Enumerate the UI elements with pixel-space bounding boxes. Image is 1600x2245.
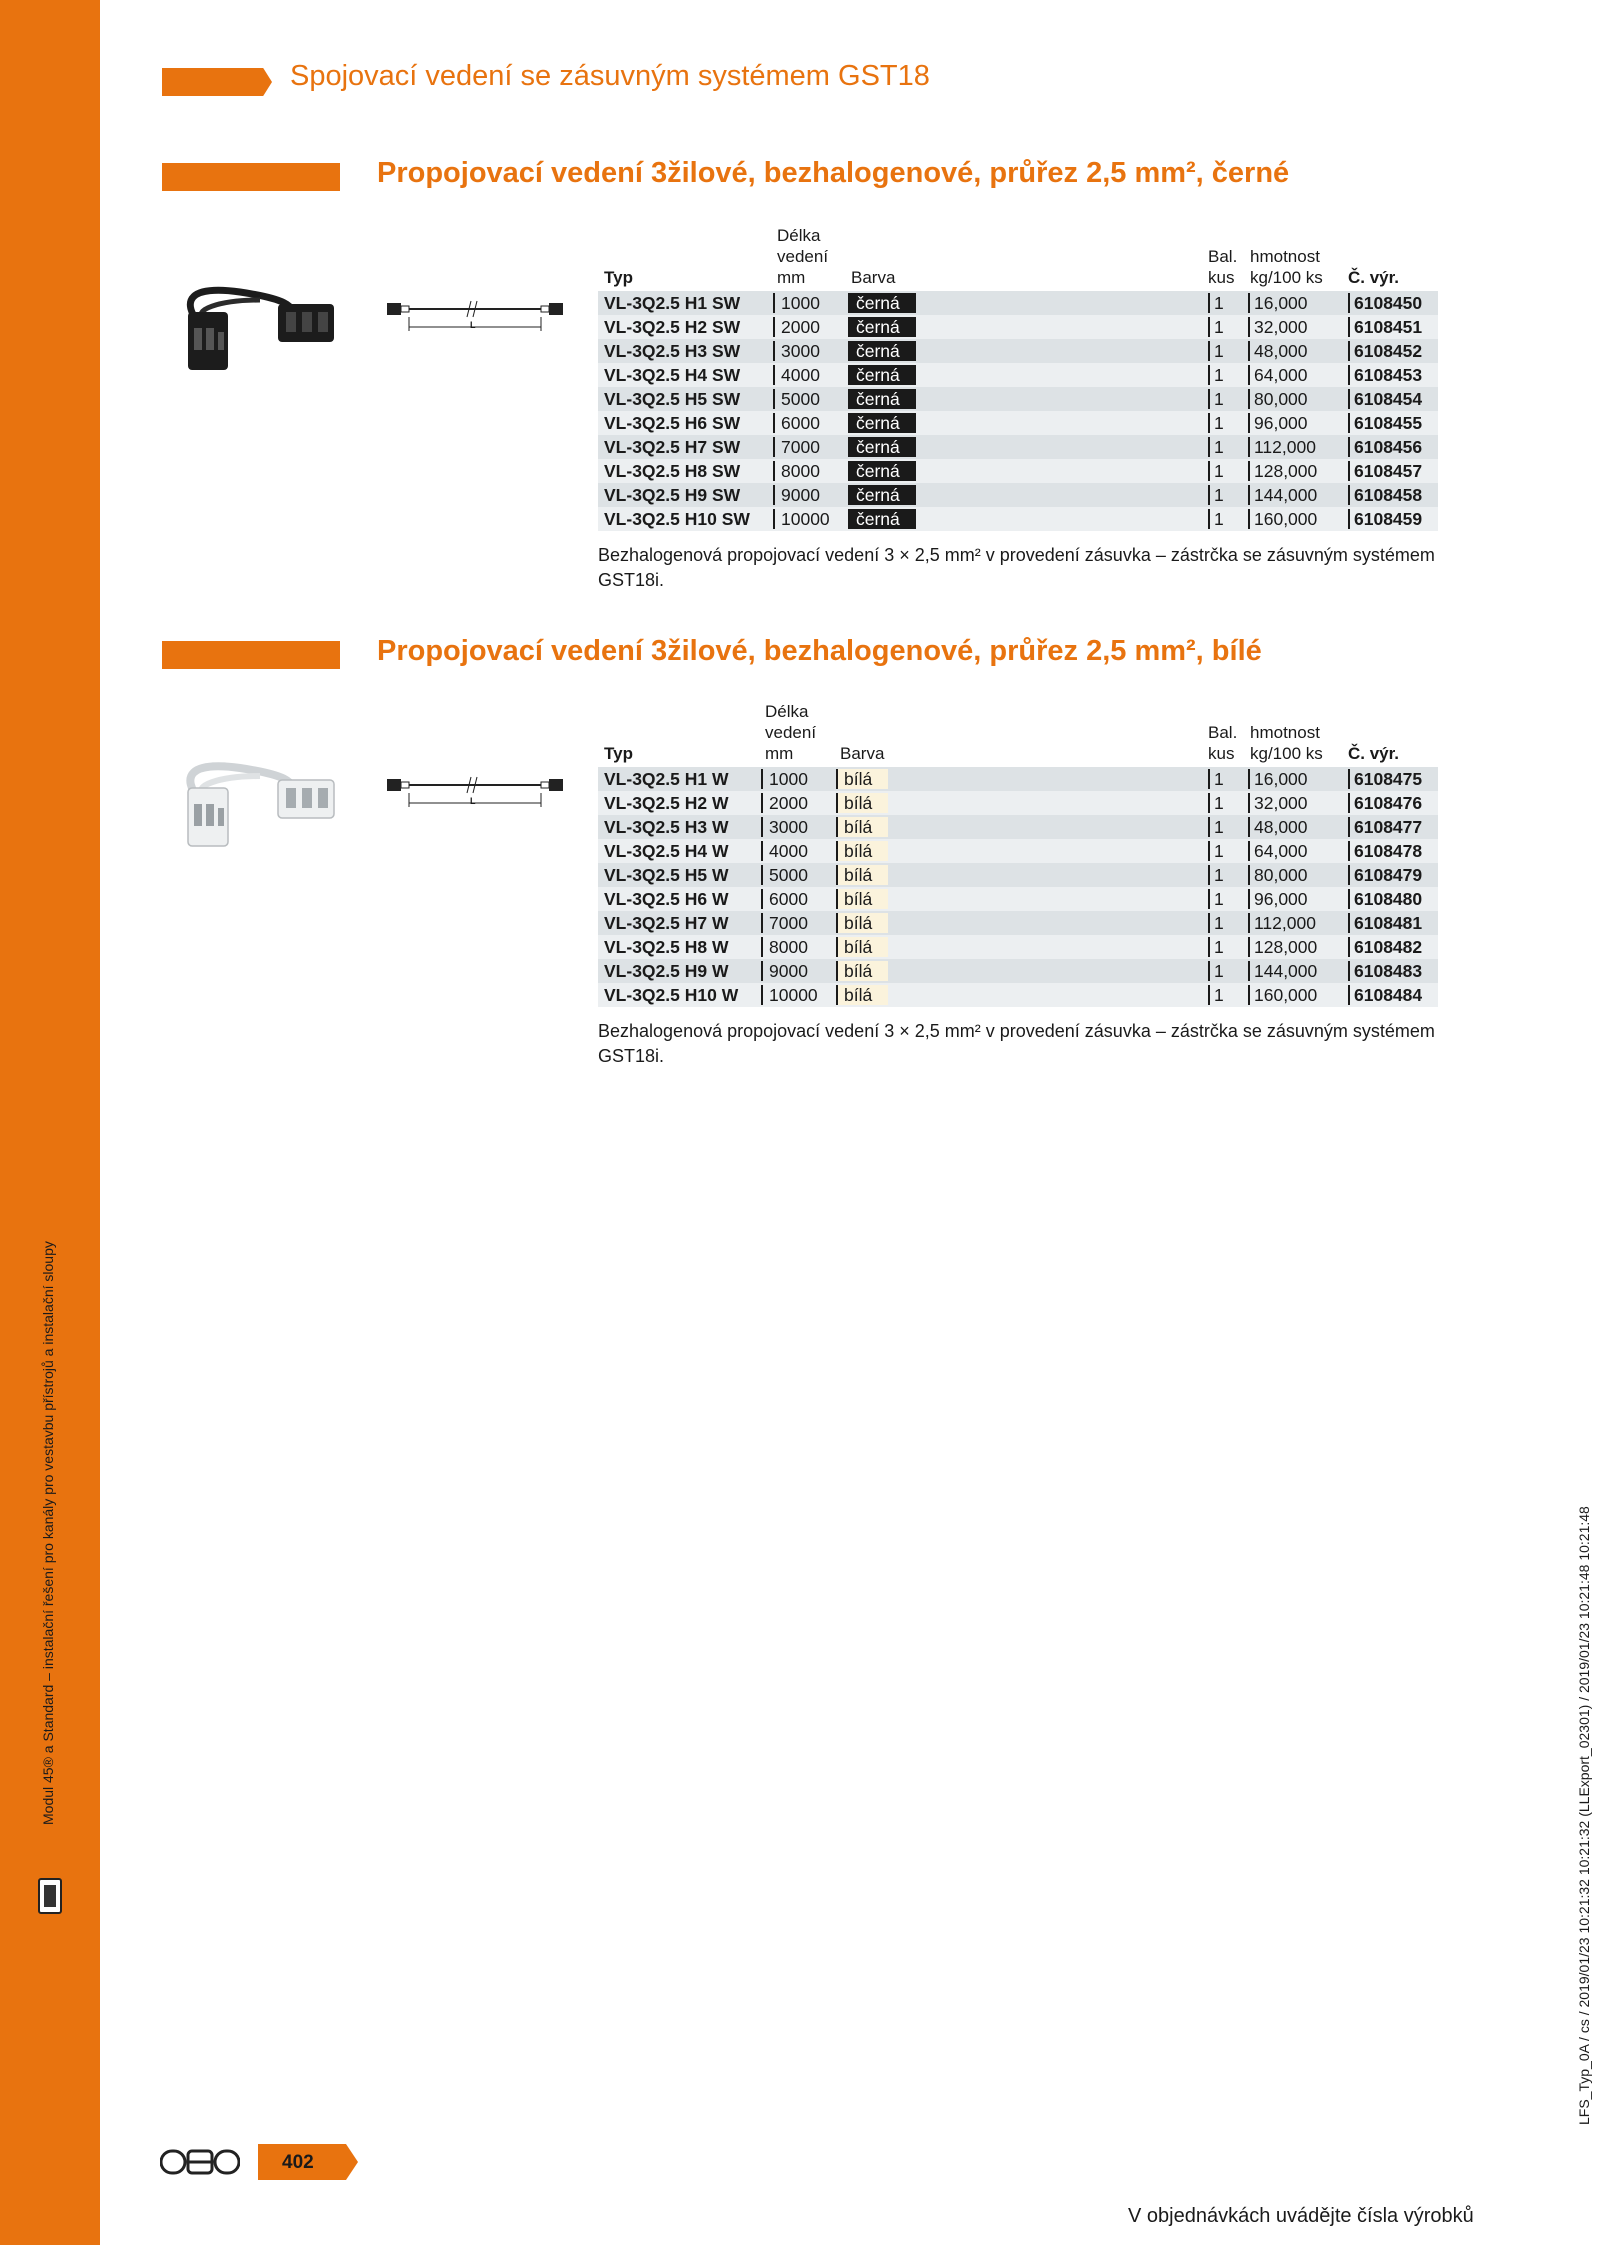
cell-bal: 1: [1208, 913, 1244, 933]
cell-barva: bílá: [836, 937, 888, 957]
cell-cislo: 6108475: [1348, 769, 1438, 789]
sidebar-caption: Modul 45® a Standard – instalační řešení pro kanály pro vestavbu přístrojů a instalační sloupy: [40, 1241, 56, 1825]
cell-bal: 1: [1208, 769, 1244, 789]
cell-bal: 1: [1208, 889, 1244, 909]
table-row: [598, 291, 1438, 315]
cell-delka: 9000: [773, 485, 843, 505]
cell-typ: VL-3Q2.5 H9 SW: [604, 485, 741, 505]
cell-barva: bílá: [836, 913, 888, 933]
col-head-cislo: Č. výr.: [1348, 268, 1400, 287]
table-row: [598, 791, 1438, 815]
page-title: Spojovací vedení se zásuvným systémem GST18: [290, 60, 930, 92]
cell-hmotnost: 144,000: [1248, 485, 1344, 505]
table-row: [598, 459, 1438, 483]
cell-hmotnost: 64,000: [1248, 841, 1344, 861]
table-row: [598, 411, 1438, 435]
cell-barva: černá: [848, 509, 916, 529]
drawing-label-black: L: [470, 320, 476, 330]
table-row: [598, 435, 1438, 459]
cell-cislo: 6108457: [1348, 461, 1438, 481]
cell-typ: VL-3Q2.5 H4 SW: [604, 365, 741, 385]
table-row: [598, 959, 1438, 983]
cell-barva: bílá: [836, 889, 888, 909]
table-row: [598, 387, 1438, 411]
cell-barva: černá: [848, 317, 916, 337]
cell-delka: 10000: [761, 985, 831, 1005]
cell-delka: 7000: [761, 913, 831, 933]
cell-hmotnost: 112,000: [1248, 913, 1344, 933]
cell-bal: 1: [1208, 817, 1244, 837]
cell-cislo: 6108477: [1348, 817, 1438, 837]
col-head-delka-1: Délka: [765, 702, 809, 721]
cell-typ: VL-3Q2.5 H7 SW: [604, 437, 741, 457]
cell-hmotnost: 80,000: [1248, 389, 1344, 409]
cell-hmotnost: 80,000: [1248, 865, 1344, 885]
cell-cislo: 6108451: [1348, 317, 1438, 337]
cell-cislo: 6108478: [1348, 841, 1438, 861]
col-head-hmotnost-2: kg/100 ks: [1250, 268, 1323, 287]
cell-barva: bílá: [836, 769, 888, 789]
cell-typ: VL-3Q2.5 H8 SW: [604, 461, 741, 481]
col-head-delka-2: vedení: [777, 247, 829, 266]
cell-bal: 1: [1208, 509, 1244, 529]
cell-hmotnost: 16,000: [1248, 769, 1344, 789]
cell-barva: černá: [848, 461, 916, 481]
cell-hmotnost: 48,000: [1248, 341, 1344, 361]
cell-cislo: 6108453: [1348, 365, 1438, 385]
cell-bal: 1: [1208, 437, 1244, 457]
cell-typ: VL-3Q2.5 H6 W: [604, 889, 729, 909]
col-head-delka-3: mm: [777, 268, 806, 287]
cell-bal: 1: [1208, 293, 1244, 313]
cell-cislo: 6108476: [1348, 793, 1438, 813]
col-head-bal-1: Bal.: [1208, 723, 1238, 742]
cable-photo-white: [160, 746, 350, 866]
cell-delka: 1000: [773, 293, 843, 313]
cell-cislo: 6108484: [1348, 985, 1438, 1005]
cell-delka: 2000: [773, 317, 843, 337]
cell-barva: bílá: [836, 817, 888, 837]
cell-hmotnost: 32,000: [1248, 317, 1344, 337]
cell-cislo: 6108450: [1348, 293, 1438, 313]
col-head-bal-2: kus: [1208, 744, 1235, 763]
cell-cislo: 6108455: [1348, 413, 1438, 433]
right-margin-caption: LFS_Typ_0A / cs / 2019/01/23 10:21:32 10:21:32 (LLExport_02301) / 2019/01/23 10:21:48 10:21:48: [1576, 1506, 1592, 2125]
cell-bal: 1: [1208, 413, 1244, 433]
header-flag: [162, 68, 272, 96]
module-icon: [38, 1878, 62, 1914]
cell-bal: 1: [1208, 365, 1244, 385]
col-head-delka-2: vedení: [765, 723, 817, 742]
obo-logo: [160, 2148, 240, 2176]
table-row: [598, 911, 1438, 935]
cell-hmotnost: 96,000: [1248, 889, 1344, 909]
cell-typ: VL-3Q2.5 H10 SW: [604, 509, 750, 529]
cell-typ: VL-3Q2.5 H8 W: [604, 937, 729, 957]
cell-delka: 8000: [773, 461, 843, 481]
cell-typ: VL-3Q2.5 H2 SW: [604, 317, 741, 337]
cable-photo-black: [160, 270, 350, 390]
cell-delka: 9000: [761, 961, 831, 981]
cell-barva: bílá: [836, 961, 888, 981]
cell-cislo: 6108459: [1348, 509, 1438, 529]
cell-bal: 1: [1208, 341, 1244, 361]
table-row: [598, 839, 1438, 863]
cell-hmotnost: 64,000: [1248, 365, 1344, 385]
cell-typ: VL-3Q2.5 H3 W: [604, 817, 729, 837]
cell-cislo: 6108452: [1348, 341, 1438, 361]
cell-bal: 1: [1208, 841, 1244, 861]
cell-typ: VL-3Q2.5 H5 SW: [604, 389, 741, 409]
cell-typ: VL-3Q2.5 H3 SW: [604, 341, 741, 361]
cell-hmotnost: 48,000: [1248, 817, 1344, 837]
footer-note: V objednávkách uvádějte čísla výrobků: [1128, 2205, 1474, 2227]
cell-hmotnost: 160,000: [1248, 509, 1344, 529]
cell-bal: 1: [1208, 961, 1244, 981]
cell-bal: 1: [1208, 317, 1244, 337]
drawing-label-white: L: [470, 796, 476, 806]
cable-drawing-white: [385, 773, 565, 813]
cell-hmotnost: 112,000: [1248, 437, 1344, 457]
page-number: 402: [282, 2152, 314, 2173]
cell-barva: černá: [848, 485, 916, 505]
cell-hmotnost: 144,000: [1248, 961, 1344, 981]
cell-delka: 1000: [761, 769, 831, 789]
cell-cislo: 6108480: [1348, 889, 1438, 909]
cell-barva: bílá: [836, 841, 888, 861]
cell-typ: VL-3Q2.5 H9 W: [604, 961, 729, 981]
cell-cislo: 6108454: [1348, 389, 1438, 409]
cell-hmotnost: 96,000: [1248, 413, 1344, 433]
col-head-delka-1: Délka: [777, 226, 821, 245]
cell-hmotnost: 32,000: [1248, 793, 1344, 813]
cell-cislo: 6108456: [1348, 437, 1438, 457]
cell-bal: 1: [1208, 937, 1244, 957]
col-head-hmotnost-1: hmotnost: [1250, 723, 1320, 742]
col-head-cislo: Č. výr.: [1348, 744, 1400, 763]
table-row: [598, 863, 1438, 887]
cell-delka: 2000: [761, 793, 831, 813]
col-head-barva: Barva: [851, 268, 896, 287]
cell-barva: černá: [848, 389, 916, 409]
cell-typ: VL-3Q2.5 H6 SW: [604, 413, 741, 433]
col-head-delka-3: mm: [765, 744, 794, 763]
col-head-hmotnost-2: kg/100 ks: [1250, 744, 1323, 763]
cell-barva: černá: [848, 293, 916, 313]
cell-hmotnost: 128,000: [1248, 937, 1344, 957]
cell-delka: 4000: [761, 841, 831, 861]
cell-delka: 6000: [773, 413, 843, 433]
col-head-barva: Barva: [840, 744, 885, 763]
cell-delka: 6000: [761, 889, 831, 909]
cell-barva: černá: [848, 413, 916, 433]
cell-delka: 5000: [761, 865, 831, 885]
cell-delka: 8000: [761, 937, 831, 957]
section-bar-black: [162, 163, 340, 191]
table-row: [598, 315, 1438, 339]
table-row: [598, 507, 1438, 531]
cell-cislo: 6108458: [1348, 485, 1438, 505]
cell-barva: černá: [848, 365, 916, 385]
col-head-bal-1: Bal.: [1208, 247, 1238, 266]
cell-typ: VL-3Q2.5 H7 W: [604, 913, 729, 933]
section-bar-white: [162, 641, 340, 669]
table-row: [598, 815, 1438, 839]
table-row: [598, 887, 1438, 911]
cell-cislo: 6108482: [1348, 937, 1438, 957]
col-head-bal-2: kus: [1208, 268, 1235, 287]
cell-typ: VL-3Q2.5 H1 SW: [604, 293, 741, 313]
cell-barva: černá: [848, 437, 916, 457]
section-title-white: Propojovací vedení 3žilové, bezhalogenové, průřez 2,5 mm², bílé: [377, 635, 1262, 667]
cell-typ: VL-3Q2.5 H10 W: [604, 985, 739, 1005]
table-row: [598, 935, 1438, 959]
cell-typ: VL-3Q2.5 H1 W: [604, 769, 729, 789]
cell-hmotnost: 16,000: [1248, 293, 1344, 313]
col-head-hmotnost-1: hmotnost: [1250, 247, 1320, 266]
cell-barva: černá: [848, 341, 916, 361]
section-description-black: Bezhalogenová propojovací vedení 3 × 2,5 mm² v provedení zásuvka – zástrčka se zásuvným systémem GST18i.: [598, 545, 1435, 590]
col-head-typ: Typ: [604, 744, 633, 763]
cell-barva: bílá: [836, 985, 888, 1005]
cell-bal: 1: [1208, 865, 1244, 885]
section-title-black: Propojovací vedení 3žilové, bezhalogenové, průřez 2,5 mm², černé: [377, 157, 1290, 189]
table-row: [598, 363, 1438, 387]
cell-typ: VL-3Q2.5 H2 W: [604, 793, 729, 813]
cell-hmotnost: 160,000: [1248, 985, 1344, 1005]
cell-typ: VL-3Q2.5 H4 W: [604, 841, 729, 861]
cell-bal: 1: [1208, 985, 1244, 1005]
cable-drawing-black: [385, 297, 565, 337]
table-row: [598, 339, 1438, 363]
cell-bal: 1: [1208, 485, 1244, 505]
cell-hmotnost: 128,000: [1248, 461, 1344, 481]
cell-cislo: 6108479: [1348, 865, 1438, 885]
cell-bal: 1: [1208, 793, 1244, 813]
table-row: [598, 483, 1438, 507]
cell-delka: 10000: [773, 509, 843, 529]
table-row: [598, 983, 1438, 1007]
cell-delka: 3000: [773, 341, 843, 361]
cell-delka: 7000: [773, 437, 843, 457]
cell-delka: 5000: [773, 389, 843, 409]
cell-bal: 1: [1208, 389, 1244, 409]
cell-cislo: 6108481: [1348, 913, 1438, 933]
cell-cislo: 6108483: [1348, 961, 1438, 981]
cell-delka: 3000: [761, 817, 831, 837]
cell-barva: bílá: [836, 793, 888, 813]
col-head-typ: Typ: [604, 268, 633, 287]
cell-bal: 1: [1208, 461, 1244, 481]
cell-typ: VL-3Q2.5 H5 W: [604, 865, 729, 885]
cell-barva: bílá: [836, 865, 888, 885]
section-description-white: Bezhalogenová propojovací vedení 3 × 2,5 mm² v provedení zásuvka – zástrčka se zásuvným systémem GST18i.: [598, 1021, 1435, 1066]
cell-delka: 4000: [773, 365, 843, 385]
table-row: [598, 767, 1438, 791]
